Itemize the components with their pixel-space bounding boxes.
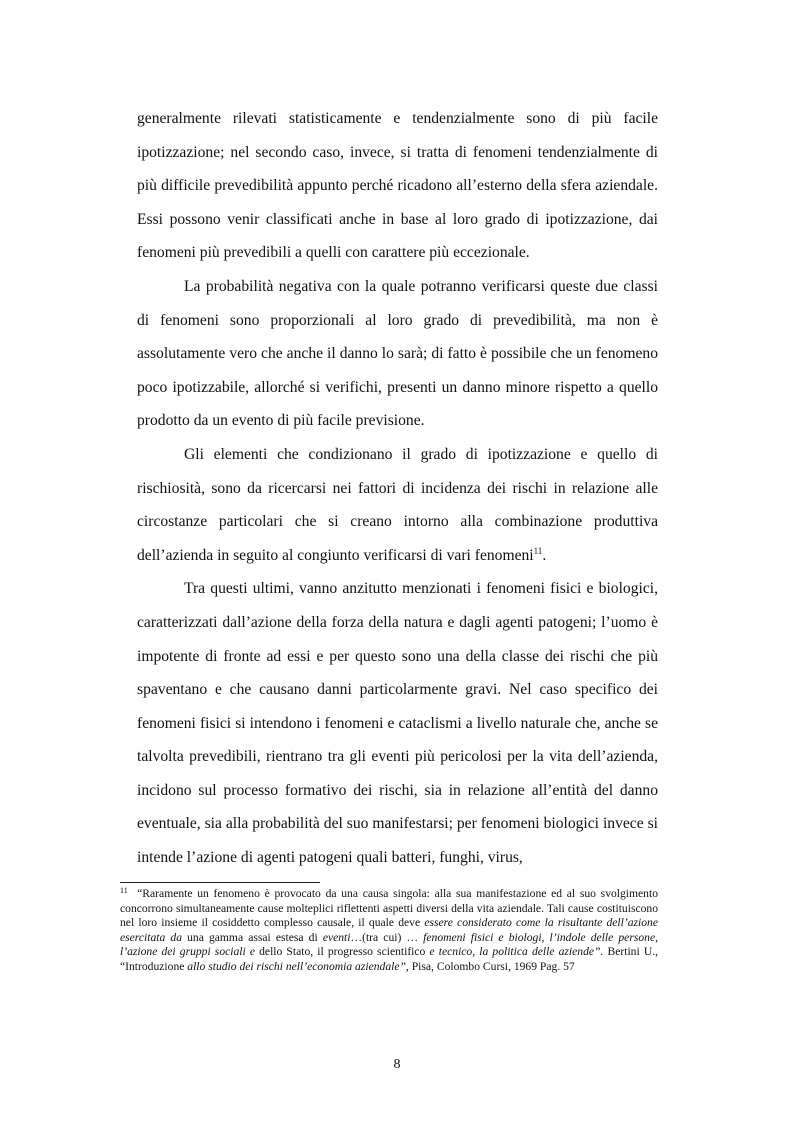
footnote-seg: …(tra cui) … bbox=[350, 930, 424, 944]
footnote-seg: e tecnico, la politica delle aziende”. bbox=[429, 945, 604, 958]
paragraph-3-end: . bbox=[542, 546, 547, 564]
footnote-number: 11 bbox=[120, 886, 128, 895]
footnote-seg: dello Stato, il progresso scientifico bbox=[255, 945, 430, 958]
footnote-reference: 11 bbox=[533, 545, 543, 556]
footnote-seg: “Raramente un fenomeno è provocato da una causa singola: alla sua manifestazione ed al suo svolgimento concorrono simultaneamente cause molteplici riflettenti aspetti diversi della vita aziendale. Tali cause costituiscono nel loro insieme il cosiddetto complesso causale, il quale deve bbox=[120, 887, 659, 929]
paragraph-2: La probabilità negativa con la quale potranno verificarsi queste due classi di fenomeni sono proporzionali al loro grado di prevedibilità, ma non è assolutamente vero che anche il danno lo sarà; di fatto è possibile che un fenomeno poco ipotizzabile, allorché si verifichi, presenti un danno minore rispetto a quello prodotto da un evento di più facile previsione. bbox=[137, 277, 658, 430]
footnote-seg: Bertini U., “Introduzione bbox=[120, 945, 658, 973]
paragraph-1: generalmente rilevati statisticamente e tendenzialmente sono di più facile ipotizzazione; nel secondo caso, invece, si tratta di fenomeni tendenzialmente di più difficile prevedibilità appunto perché ricadono all’esterno della sfera aziendale. Essi possono venir classificati anche in base al loro grado di ipotizzazione, dai fenomeni più prevedibili a quelli con carattere più eccezionale. bbox=[137, 110, 658, 262]
footnote-seg: una gamma assai estesa di bbox=[182, 930, 323, 944]
footnote-seg: fenomeni fisici e biologi, l’indole delle persone, l’azione dei gruppi sociali e bbox=[120, 930, 658, 958]
footnote-seg: Pisa, Colombo Cursi, 1969 Pag. 57 bbox=[408, 959, 575, 973]
paragraph-4: Tra questi ultimi, vanno anzitutto menzionati i fenomeni fisici e biologici, caratterizzati dall’azione della forza della natura e dagli agenti patogeni; l’uomo è impotente di fronte ad essi e per questo sono una della classe dei rischi che più spaventano e che causano danni particolarmente gravi. Nel caso specifico dei fenomeni fisici si intendono i fenomeni e cataclismi a livello naturale che, anche se talvolta prevedibili, rientrano tra gli eventi più pericolosi per la vita dell’azienda, incidono sul processo formativo dei rischi, sia in relazione all’entità del danno eventuale, sia alla probabilità del suo manifestarsi; per fenomeni biologici invece si intende l’azione di agenti patogeni quali batteri, funghi, virus, bbox=[137, 580, 658, 867]
footnote-seg: eventi bbox=[322, 930, 351, 944]
footnote-separator bbox=[120, 882, 320, 883]
footnote-seg: essere considerato come la risultante dell’azione esercitata da bbox=[120, 916, 658, 944]
page-number: 8 bbox=[393, 1057, 401, 1072]
paragraph-3-text: Gli elementi che condizionano il grado di ipotizzazione e quello di rischiosità, sono da ricercarsi nei fattori di incidenza dei rischi in relazione alle circostanze particolari che si creano intorno alla combinazione produttiva dell’azienda in seguito al congiunto verificarsi di vari fenomeni bbox=[137, 445, 658, 564]
body-text bbox=[137, 102, 658, 875]
paragraph-3 bbox=[137, 438, 658, 572]
footnote-seg: allo studio dei rischi nell’economia aziendale”, bbox=[187, 959, 409, 973]
footnote bbox=[120, 887, 658, 974]
